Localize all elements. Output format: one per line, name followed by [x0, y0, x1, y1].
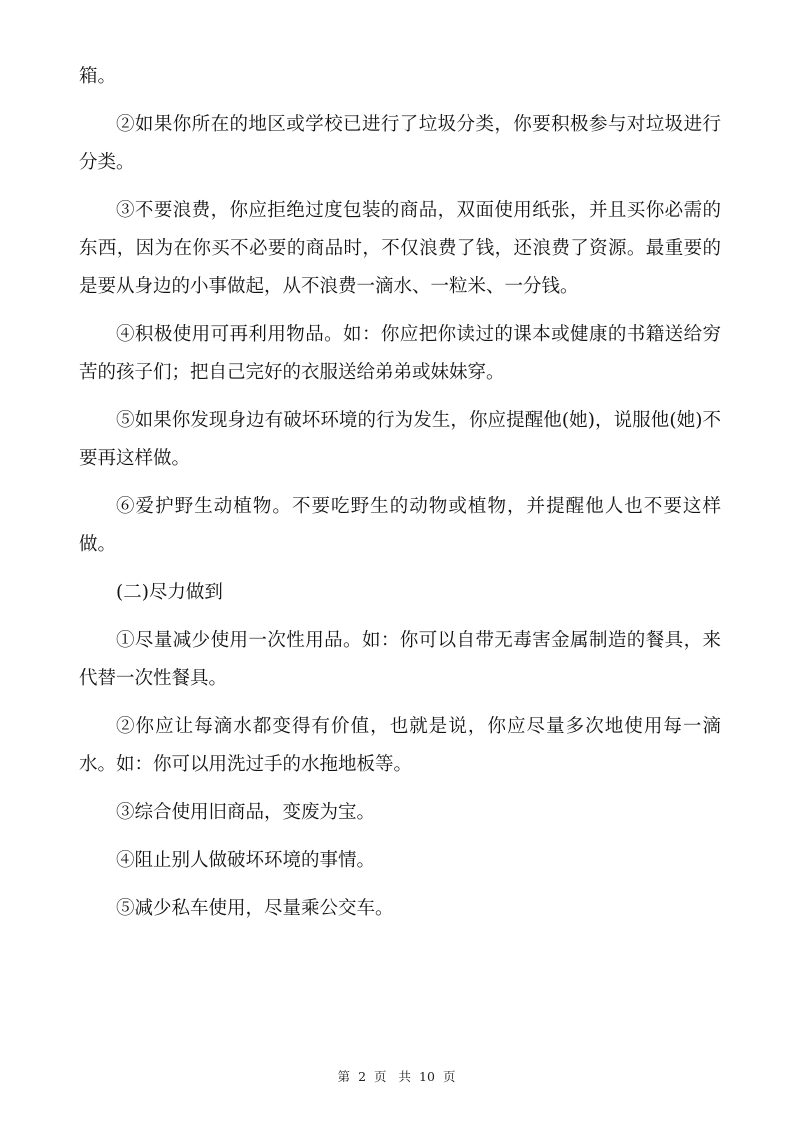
paragraph-continuation: 箱。	[79, 66, 117, 87]
total-label-prefix: 共	[398, 1069, 412, 1084]
paragraph-item-4-stop-damage: ④阻止别人做破坏环境的事情。	[116, 850, 376, 871]
page-footer	[0, 1067, 793, 1085]
document-body	[79, 58, 721, 938]
section-heading-try-best: (二)尽力做到	[116, 582, 223, 603]
paragraph-item-4-reuse: ④积极使用可再利用物品。如：你应把你读过的课本或健康的书籍送给穷苦的孩子们；把自己完好的衣服送给弟弟或妹妹穿。	[79, 324, 721, 383]
total-pages-number: 10	[419, 1069, 435, 1084]
page-label-prefix: 第	[337, 1069, 351, 1084]
paragraph-item-3-waste: ③不要浪费，你应拒绝过度包装的商品，双面使用纸张，并且买你必需的东西，因为在你买不必要的商品时，不仅浪费了钱，还浪费了资源。最重要的是要从身边的小事做起，从不浪费一滴水、一粒米、一分钱。	[79, 200, 721, 297]
current-page-number: 2	[358, 1069, 367, 1084]
page-label-suffix: 页	[374, 1069, 387, 1084]
total-label-suffix: 页	[442, 1069, 456, 1084]
paragraph-item-1-disposables: ①尽量减少使用一次性用品。如：你可以自带无毒害金属制造的餐具，来代替一次性餐具。	[79, 630, 721, 689]
paragraph-item-5-transit: ⑤减少私车使用，尽量乘公交车。	[116, 898, 394, 919]
paragraph-item-3-recycle: ③综合使用旧商品，变废为宝。	[116, 802, 376, 823]
paragraph-item-5-remind: ⑤如果你发现身边有破坏环境的行为发生，你应提醒他(她)，说服他(她)不要再这样做。	[79, 410, 721, 469]
paragraph-item-2-sorting: ②如果你所在的地区或学校已进行了垃圾分类，你要积极参与对垃圾进行分类。	[79, 114, 721, 173]
paragraph-item-6-wildlife: ⑥爱护野生动植物。不要吃野生的动物或植物，并提醒他人也不要这样做。	[79, 496, 721, 555]
paragraph-item-2-water: ②你应让每滴水都变得有价值，也就是说，你应尽量多次地使用每一滴水。如：你可以用洗过手的水拖地板等。	[79, 716, 721, 775]
